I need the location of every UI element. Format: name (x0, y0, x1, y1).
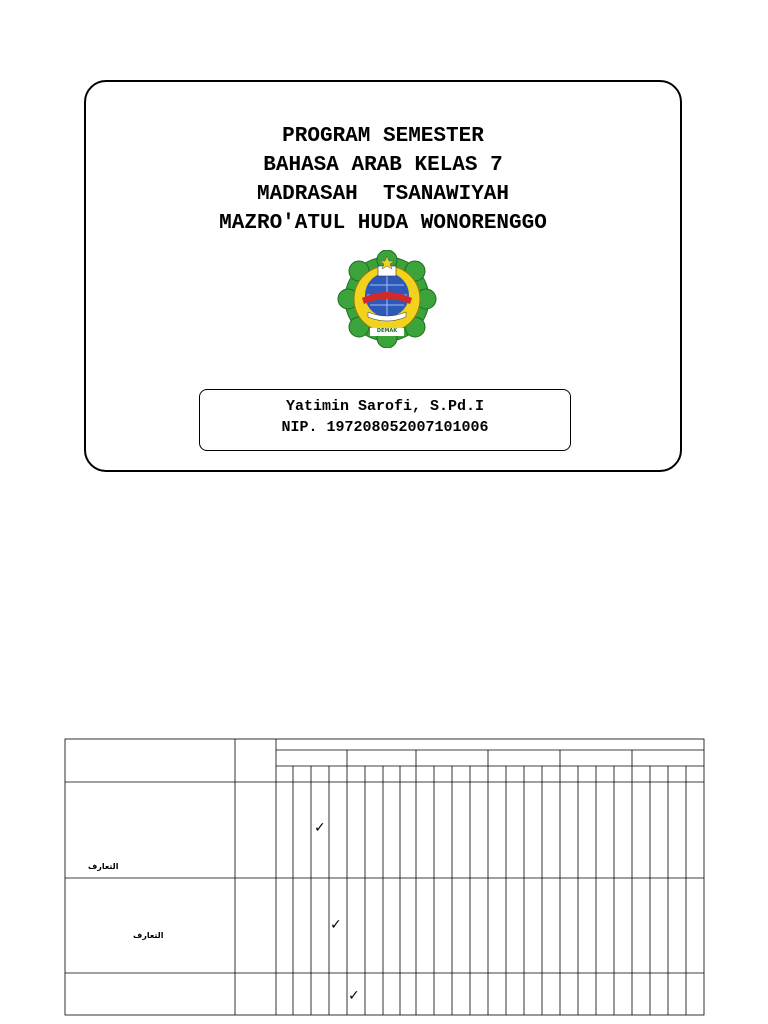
title-line-4: MAZRO'ATUL HUDA WONORENGGO (219, 212, 547, 235)
title-line-2: BAHASA ARAB KELAS 7 (263, 154, 503, 177)
row-2-topic: التعارف (133, 931, 164, 940)
author-name: Yatimin Sarofi, S.Pd.I (285, 398, 485, 415)
author-nip: NIP. 197208052007101006 (281, 419, 489, 436)
logo-caption: DEMAK (376, 328, 398, 334)
checkmark-icon: ✓ (330, 917, 342, 933)
title-line-3: MADRASAH TSANAWIYAH (256, 183, 510, 206)
checkmark-icon: ✓ (314, 820, 326, 836)
row-1-topic: التعارف (88, 862, 119, 871)
table-grid (65, 739, 704, 1015)
title-line-1: PROGRAM SEMESTER (282, 125, 484, 148)
checkmark-icon: ✓ (348, 988, 360, 1004)
